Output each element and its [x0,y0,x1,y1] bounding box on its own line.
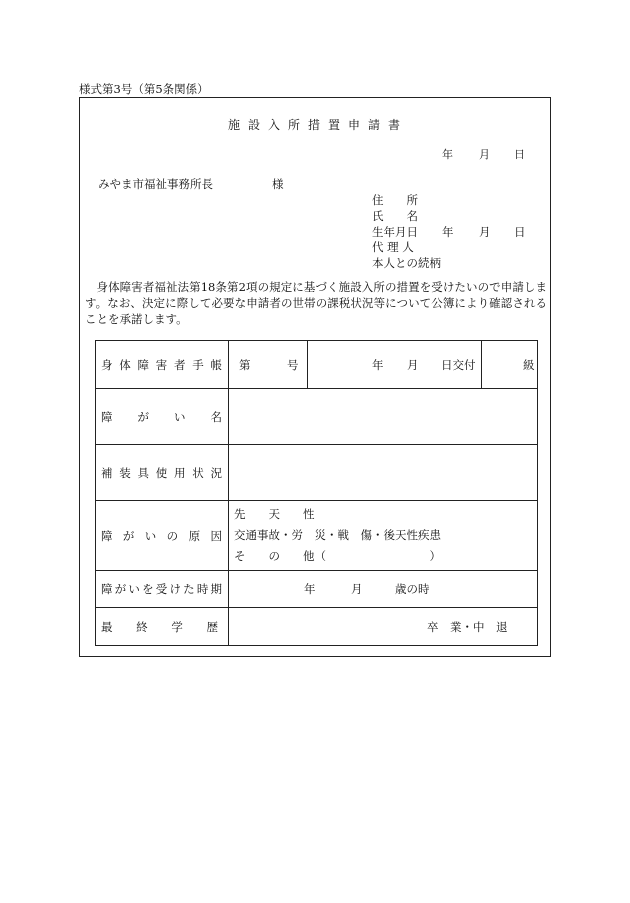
address-label: 住 所 [372,193,418,207]
birth-month: 月 [479,225,491,239]
row-label-onset: 障 が い を 受 け た 時 期 [101,582,222,596]
cause-cell [229,501,538,571]
disability-name-cell [229,389,538,445]
row-label-cause: 障 が い の 原 因 [101,528,222,543]
date-day: 日 [514,148,525,161]
onset-year: 年 [304,582,316,596]
row-label-techo: 身 体 障 害 者 手 帳 [101,357,222,372]
declaration-text: 身体障害者福祉法第18条第2項の規定に基づく施設入所の措置を受けたいので申請します。なお、決定に際して必要な申請者の世帯の課税状況等について公簿により確認されることを承諾します。 [85,280,547,326]
techo-dai: 第 [239,358,251,372]
date-month: 月 [479,148,490,161]
education-status: 卒 業・中 退 [427,620,508,634]
date-year: 年 [442,148,453,161]
form-title: 施設入所措置申請書 [228,118,409,132]
equipment-cell [229,445,538,501]
row-label-education: 最 終 学 歴 [101,619,218,634]
name-label: 氏 名 [372,209,418,223]
row-label-disability: 障 が い 名 [101,409,222,424]
relation-label: 本人との続柄 [372,256,441,270]
row-label-equipment: 補 装 具 使 用 状 況 [101,465,222,480]
birthdate-label: 生年月日 [372,225,418,239]
application-form [79,97,551,657]
techo-issued: 日交付 [441,358,476,372]
techo-grade: 級 [523,358,535,372]
table-row [96,501,538,571]
birth-day: 日 [514,225,526,239]
agent-label: 代 理 人 [372,240,414,254]
details-table [95,340,538,646]
table-row [96,571,538,608]
recipient-honorific: 様 [272,177,284,191]
birth-year: 年 [442,225,454,239]
form-number: 様式第3号（第5条関係） [79,82,209,96]
onset-month: 月 [351,582,363,596]
table-row [96,341,538,389]
techo-cell [229,341,538,389]
techo-year: 年 [372,358,384,372]
onset-age: 歳の時 [395,582,430,596]
techo-go: 号 [287,358,299,372]
table-row [96,608,538,646]
table-row [96,445,538,501]
recipient-name: みやま市福祉事務所長 [98,177,213,191]
table-row [96,389,538,445]
cause-acquired: 交通事故・労 災・戦 傷・後天性疾患 [234,528,441,542]
cause-congenital: 先 天 性 [234,507,315,521]
onset-cell [229,571,538,608]
education-cell [229,608,538,646]
cause-other: そ の 他（ ） [234,549,441,563]
techo-month: 月 [407,358,419,372]
